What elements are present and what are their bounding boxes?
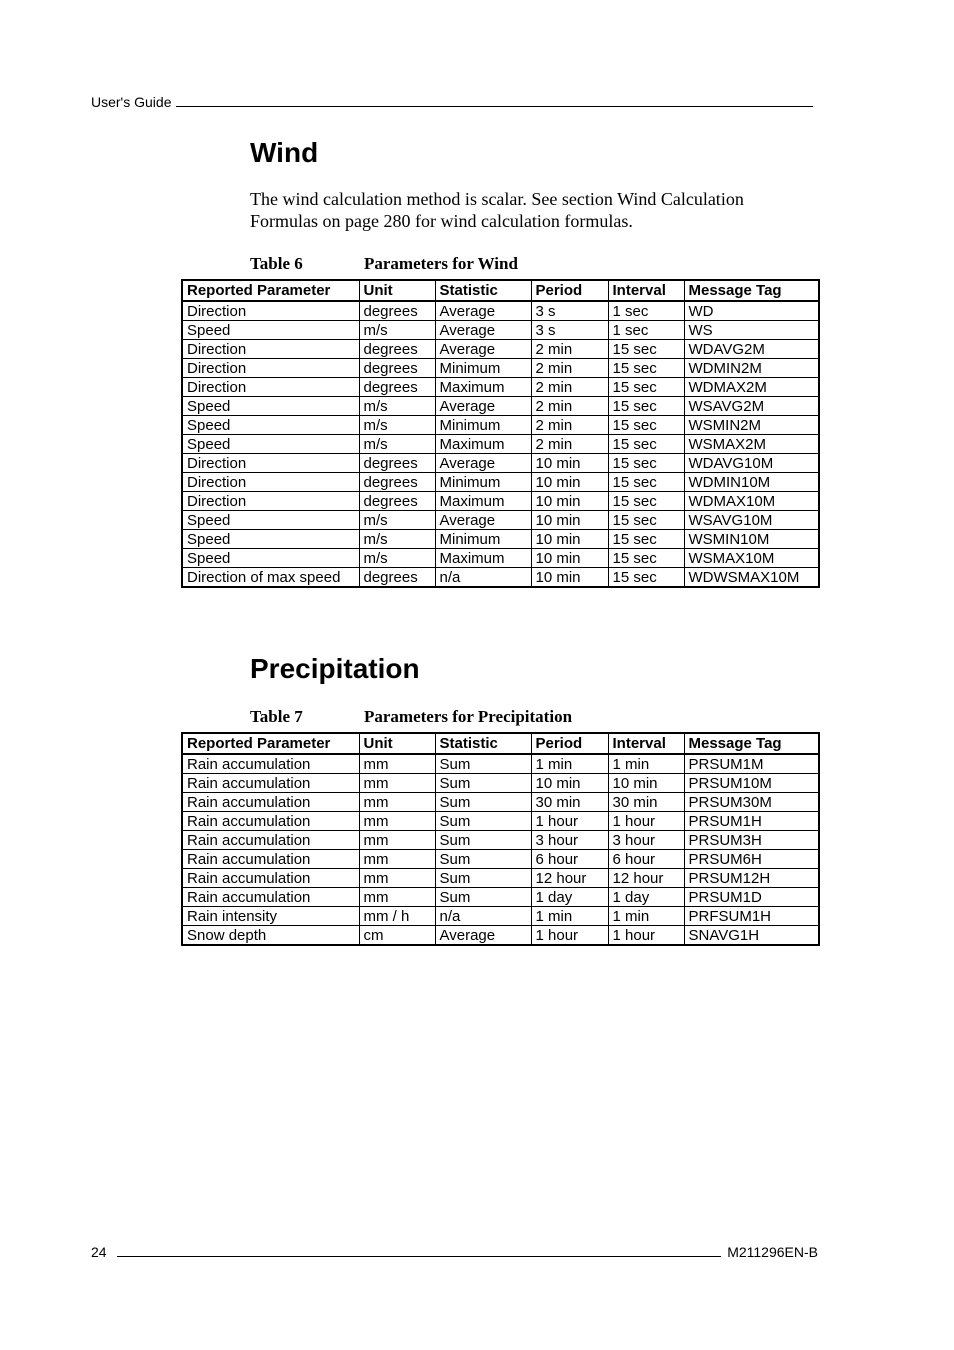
- column-header: Interval: [608, 733, 684, 754]
- table-cell: Sum: [435, 888, 531, 907]
- table-cell: WDMIN10M: [684, 473, 819, 492]
- table-row: [182, 850, 819, 869]
- table-row: [182, 926, 819, 946]
- table-cell: 15 sec: [608, 397, 684, 416]
- table-cell: 1 day: [531, 888, 608, 907]
- column-header: Statistic: [435, 733, 531, 754]
- table-cell: PRSUM3H: [684, 831, 819, 850]
- table-cell: Average: [435, 397, 531, 416]
- table-cell: 10 min: [531, 774, 608, 793]
- table-row: [182, 888, 819, 907]
- table-row: [182, 416, 819, 435]
- table-cell: PRSUM1H: [684, 812, 819, 831]
- table-cell: m/s: [359, 397, 435, 416]
- table-cell: 1 hour: [608, 926, 684, 946]
- table-cell: Speed: [182, 435, 359, 454]
- table-cell: Minimum: [435, 473, 531, 492]
- table-cell: PRSUM10M: [684, 774, 819, 793]
- table-cell: degrees: [359, 454, 435, 473]
- table-cell: SNAVG1H: [684, 926, 819, 946]
- table-cell: Sum: [435, 793, 531, 812]
- table-cell: Average: [435, 340, 531, 359]
- table-row: [182, 869, 819, 888]
- table-cell: cm: [359, 926, 435, 946]
- table-cell: WD: [684, 301, 819, 321]
- table-cell: Rain accumulation: [182, 831, 359, 850]
- page-number: 24: [91, 1244, 107, 1260]
- table-cell: Average: [435, 926, 531, 946]
- table-cell: Direction of max speed: [182, 568, 359, 588]
- table-cell: Speed: [182, 511, 359, 530]
- table-row: [182, 511, 819, 530]
- table-cell: 10 min: [531, 454, 608, 473]
- table-cell: mm: [359, 812, 435, 831]
- table-cell: 15 sec: [608, 568, 684, 588]
- table-cell: degrees: [359, 301, 435, 321]
- table-cell: Sum: [435, 774, 531, 793]
- table-cell: Sum: [435, 812, 531, 831]
- table-cell: Direction: [182, 301, 359, 321]
- table-cell: Direction: [182, 340, 359, 359]
- document-code: M211296EN-B: [727, 1244, 818, 1260]
- table-row: [182, 492, 819, 511]
- table-cell: Speed: [182, 416, 359, 435]
- table-cell: m/s: [359, 511, 435, 530]
- table-cell: PRFSUM1H: [684, 907, 819, 926]
- table-cell: Speed: [182, 321, 359, 340]
- table-cell: Snow depth: [182, 926, 359, 946]
- table-cell: mm / h: [359, 907, 435, 926]
- table-row: [182, 359, 819, 378]
- table-cell: mm: [359, 774, 435, 793]
- page-footer: [91, 1240, 818, 1260]
- table-cell: Rain accumulation: [182, 754, 359, 774]
- table-cell: WSAVG2M: [684, 397, 819, 416]
- table-cell: 15 sec: [608, 530, 684, 549]
- table-cell: Direction: [182, 492, 359, 511]
- table-row: [182, 435, 819, 454]
- table-cell: Sum: [435, 831, 531, 850]
- table-row: [182, 473, 819, 492]
- wind-section-title: Wind: [250, 137, 319, 168]
- table-cell: 15 sec: [608, 340, 684, 359]
- table-header-row: [182, 280, 819, 301]
- table-cell: 6 hour: [531, 850, 608, 869]
- table-cell: PRSUM12H: [684, 869, 819, 888]
- table-cell: 1 hour: [531, 812, 608, 831]
- table-cell: degrees: [359, 473, 435, 492]
- table-cell: Direction: [182, 454, 359, 473]
- table-cell: 10 min: [531, 492, 608, 511]
- table-cell: 30 min: [608, 793, 684, 812]
- column-header: Period: [531, 280, 608, 301]
- table-cell: PRSUM1M: [684, 754, 819, 774]
- table-row: [182, 454, 819, 473]
- table-cell: WSMAX2M: [684, 435, 819, 454]
- table-cell: WDMIN2M: [684, 359, 819, 378]
- table-cell: Maximum: [435, 492, 531, 511]
- column-header: Message Tag: [684, 733, 819, 754]
- table-row: [182, 549, 819, 568]
- column-header: Unit: [359, 733, 435, 754]
- table-cell: 2 min: [531, 378, 608, 397]
- table-cell: PRSUM1D: [684, 888, 819, 907]
- table-cell: Sum: [435, 754, 531, 774]
- table-cell: PRSUM30M: [684, 793, 819, 812]
- table-cell: 3 s: [531, 301, 608, 321]
- column-header: Statistic: [435, 280, 531, 301]
- table-cell: 15 sec: [608, 549, 684, 568]
- table-row: [182, 831, 819, 850]
- table-cell: Speed: [182, 530, 359, 549]
- column-header: Period: [531, 733, 608, 754]
- wind-parameters-table: [181, 279, 820, 588]
- wind-table-number: Table 6: [250, 254, 303, 273]
- table-cell: WS: [684, 321, 819, 340]
- table-row: [182, 321, 819, 340]
- table-cell: 15 sec: [608, 492, 684, 511]
- precipitation-parameters-table: [181, 732, 820, 946]
- table-cell: 2 min: [531, 340, 608, 359]
- table-cell: 2 min: [531, 435, 608, 454]
- table-cell: mm: [359, 869, 435, 888]
- table-cell: Direction: [182, 473, 359, 492]
- table-cell: 3 hour: [608, 831, 684, 850]
- table-cell: Speed: [182, 397, 359, 416]
- table-cell: 15 sec: [608, 435, 684, 454]
- table-cell: Speed: [182, 549, 359, 568]
- table-cell: Direction: [182, 359, 359, 378]
- table-cell: 1 hour: [608, 812, 684, 831]
- table-cell: WSAVG10M: [684, 511, 819, 530]
- table-cell: Direction: [182, 378, 359, 397]
- table-cell: 15 sec: [608, 378, 684, 397]
- table-cell: mm: [359, 850, 435, 869]
- table-cell: 30 min: [531, 793, 608, 812]
- table-cell: Minimum: [435, 359, 531, 378]
- table-row: [182, 907, 819, 926]
- table-cell: 2 min: [531, 397, 608, 416]
- table-cell: 10 min: [531, 549, 608, 568]
- footer-rule: [117, 1256, 722, 1257]
- table-row: [182, 774, 819, 793]
- wind-table-caption-title: Parameters for Wind: [364, 254, 518, 273]
- table-cell: 2 min: [531, 416, 608, 435]
- table-cell: WSMIN10M: [684, 530, 819, 549]
- table-cell: degrees: [359, 568, 435, 588]
- table-cell: Rain accumulation: [182, 869, 359, 888]
- page-header: [91, 90, 813, 110]
- table-cell: 3 hour: [531, 831, 608, 850]
- table-cell: Rain accumulation: [182, 850, 359, 869]
- table-cell: 15 sec: [608, 359, 684, 378]
- table-cell: 15 sec: [608, 473, 684, 492]
- table-row: [182, 754, 819, 774]
- table-cell: WDAVG10M: [684, 454, 819, 473]
- table-cell: 1 day: [608, 888, 684, 907]
- table-cell: 1 hour: [531, 926, 608, 946]
- table-cell: 10 min: [608, 774, 684, 793]
- table-cell: 10 min: [531, 511, 608, 530]
- table-row: [182, 378, 819, 397]
- table-cell: Average: [435, 301, 531, 321]
- table-cell: 10 min: [531, 568, 608, 588]
- precipitation-table-number: Table 7: [250, 707, 303, 726]
- table-cell: Maximum: [435, 435, 531, 454]
- table-cell: WSMAX10M: [684, 549, 819, 568]
- table-cell: 1 sec: [608, 321, 684, 340]
- table-cell: m/s: [359, 530, 435, 549]
- table-cell: mm: [359, 793, 435, 812]
- table-row: [182, 793, 819, 812]
- table-cell: m/s: [359, 549, 435, 568]
- wind-paragraph: The wind calculation method is scalar. See section Wind Calculation Formulas on page 280 for wind calculation formulas.: [250, 189, 744, 231]
- table-cell: Average: [435, 454, 531, 473]
- table-cell: 1 min: [608, 754, 684, 774]
- table-cell: 15 sec: [608, 454, 684, 473]
- table-cell: Minimum: [435, 416, 531, 435]
- wind-table-caption: [250, 254, 518, 274]
- table-cell: WSMIN2M: [684, 416, 819, 435]
- table-cell: degrees: [359, 378, 435, 397]
- table-cell: 15 sec: [608, 511, 684, 530]
- precipitation-table-caption: [250, 707, 572, 727]
- table-row: [182, 812, 819, 831]
- column-header: Unit: [359, 280, 435, 301]
- table-cell: WDWSMAX10M: [684, 568, 819, 588]
- table-cell: WDAVG2M: [684, 340, 819, 359]
- table-cell: 10 min: [531, 530, 608, 549]
- table-cell: m/s: [359, 416, 435, 435]
- table-cell: Maximum: [435, 378, 531, 397]
- table-cell: 1 min: [531, 907, 608, 926]
- table-cell: 1 min: [608, 907, 684, 926]
- table-cell: WDMAX10M: [684, 492, 819, 511]
- table-row: [182, 340, 819, 359]
- table-cell: Rain accumulation: [182, 793, 359, 812]
- table-cell: Rain accumulation: [182, 774, 359, 793]
- table-cell: 1 min: [531, 754, 608, 774]
- table-cell: Rain accumulation: [182, 812, 359, 831]
- table-cell: Rain intensity: [182, 907, 359, 926]
- table-cell: degrees: [359, 340, 435, 359]
- precipitation-section-title: Precipitation: [250, 653, 420, 684]
- table-cell: m/s: [359, 321, 435, 340]
- table-cell: degrees: [359, 492, 435, 511]
- table-cell: 12 hour: [608, 869, 684, 888]
- precipitation-table-caption-title: Parameters for Precipitation: [364, 707, 573, 726]
- table-cell: 2 min: [531, 359, 608, 378]
- table-cell: Average: [435, 321, 531, 340]
- table-cell: 6 hour: [608, 850, 684, 869]
- table-cell: Maximum: [435, 549, 531, 568]
- table-cell: mm: [359, 888, 435, 907]
- table-row: [182, 568, 819, 588]
- table-cell: n/a: [435, 568, 531, 588]
- table-cell: PRSUM6H: [684, 850, 819, 869]
- table-row: [182, 530, 819, 549]
- table-cell: degrees: [359, 359, 435, 378]
- column-header: Message Tag: [684, 280, 819, 301]
- table-cell: mm: [359, 754, 435, 774]
- table-cell: 12 hour: [531, 869, 608, 888]
- table-cell: 15 sec: [608, 416, 684, 435]
- table-row: [182, 301, 819, 321]
- table-cell: Rain accumulation: [182, 888, 359, 907]
- column-header: Reported Parameter: [182, 280, 359, 301]
- table-cell: n/a: [435, 907, 531, 926]
- table-cell: 10 min: [531, 473, 608, 492]
- table-cell: Average: [435, 511, 531, 530]
- header-title: User's Guide: [91, 94, 172, 110]
- table-cell: WDMAX2M: [684, 378, 819, 397]
- table-row: [182, 397, 819, 416]
- column-header: Reported Parameter: [182, 733, 359, 754]
- table-cell: m/s: [359, 435, 435, 454]
- table-cell: 1 sec: [608, 301, 684, 321]
- table-cell: Minimum: [435, 530, 531, 549]
- header-rule: [176, 106, 813, 107]
- table-cell: 3 s: [531, 321, 608, 340]
- column-header: Interval: [608, 280, 684, 301]
- table-cell: Sum: [435, 850, 531, 869]
- table-cell: mm: [359, 831, 435, 850]
- table-cell: Sum: [435, 869, 531, 888]
- table-header-row: [182, 733, 819, 754]
